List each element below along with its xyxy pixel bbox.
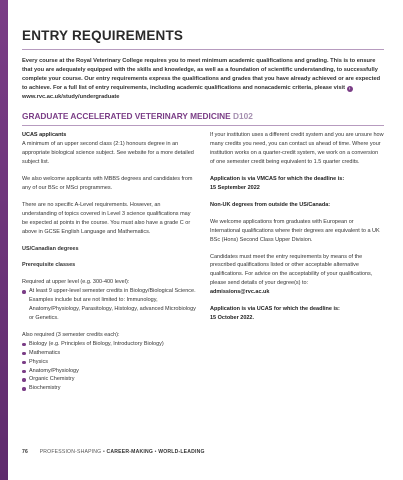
ucas-heading: UCAS applicants xyxy=(22,132,67,139)
ucas-deadline-label: Application is via UCAS for which the deadline is: xyxy=(210,306,340,313)
tagline-part-1: PROFESSION-SHAPING xyxy=(39,449,102,455)
section-heading-text: GRADUATE ACCELERATED VETERINARY MEDICINE xyxy=(22,111,231,122)
tagline-separator: • xyxy=(101,449,107,455)
list-item: Organic Chemistry xyxy=(22,375,196,384)
ucas-paragraph-3: There are no specific A-Level requirements. However, an understanding of topics covered in Level 3 science qualifications may be expected at points in the course. You must also have a grade C or above in GCSE English Language and Mathematics. xyxy=(22,201,191,235)
ucas-paragraph-2: We also welcome applicants with MBBS degrees and candidates from any of our BSc or MSci programmes. xyxy=(22,176,193,191)
list-item: Physics xyxy=(22,358,196,367)
ucas-block xyxy=(22,131,196,167)
list-item: Biochemistry xyxy=(22,384,196,393)
us-canadian-heading: US/Canadian degrees xyxy=(22,245,79,252)
vmcas-deadline-date: 15 September 2022 xyxy=(210,185,260,191)
non-uk-heading: Non-UK degrees from outside the US/Canada: xyxy=(210,201,331,208)
section-heading xyxy=(22,111,384,121)
page-number: 76 xyxy=(22,449,29,455)
arrow-right-icon: › xyxy=(347,86,353,92)
list-item: Mathematics xyxy=(22,349,196,358)
list-item: At least 9 upper-level semester credits in Biology/Biological Science. Examples include but are not limited to: Immunology, Anatomy/Physiology, Parasitology, Histology, advanced Microbiology or Genetics. xyxy=(22,287,196,323)
vmcas-deadline-label: Application is via VMCAS for which the deadline is: xyxy=(210,176,345,183)
tagline-part-3: WORLD-LEADING xyxy=(158,449,205,455)
tagline-separator: • xyxy=(153,449,159,455)
also-required-intro: Also required (3 semester credits each): xyxy=(22,331,120,338)
international-paragraph: We welcome applications from graduates with European or International qualifications where their degrees are equivalent to a UK BSc (Hons) Second Class Upper Division. xyxy=(210,218,380,243)
section-divider xyxy=(22,125,384,126)
ucas-deadline xyxy=(210,305,384,323)
right-column xyxy=(210,131,384,401)
page-title: ENTRY REQUIREMENTS xyxy=(22,28,184,43)
ucas-deadline-date: 15 October 2022. xyxy=(210,314,255,321)
intro-link[interactable]: www.rvc.ac.uk/study/undergraduate xyxy=(22,94,120,101)
left-column xyxy=(22,131,196,401)
also-required-list xyxy=(22,340,196,393)
list-item: Anatomy/Physiology xyxy=(22,367,196,376)
ucas-paragraph-1: A minimum of an upper second class (2:1) honours degree in an appropriate biological science subject. See website for a more detailed subject list. xyxy=(22,141,194,166)
intro-paragraph xyxy=(22,57,384,102)
title-divider xyxy=(22,49,384,50)
vmcas-deadline xyxy=(210,175,384,193)
list-item: Biology (e.g. Principles of Biology, Introductory Biology) xyxy=(22,340,196,349)
intro-text: Every course at the Royal Veterinary College requires you to meet minimum academic qualifications and grading. This is to ensure that you are adequately equipped with the skills and knowledge, as well as a foundation of scientific understanding, to successfully complete your course. Our entry requirements express the qualifications and grades that you have already achieved or are expected to achieve. For a full list of entry requirements, including academic qualifications and nonacademic criteria, please visit xyxy=(22,58,381,92)
tagline-part-2: CAREER-MAKING xyxy=(106,449,154,455)
admissions-email[interactable]: admissions@rvc.ac.uk xyxy=(210,289,270,296)
course-code: D102 xyxy=(232,111,253,122)
qualifications-paragraph xyxy=(210,253,384,298)
credit-system-paragraph: If your institution uses a different credit system and you are unsure how many credits you need, you can contact us ahead of time. Where your institution works on a quarter-credit system, we work on a conversion of one semester credit being equivalent to 1.5 quarter credits. xyxy=(210,132,384,166)
left-color-band xyxy=(0,0,8,480)
prerequisite-intro: Required at upper level (e.g. 300-400 level): xyxy=(22,279,130,286)
page-footer xyxy=(22,449,205,455)
prerequisite-list xyxy=(22,287,196,323)
qualifications-text: Candidates must meet the entry requirements by means of the prescribed qualifications listed or other acceptable alternative qualifications. For advice on the acceptability of your qualifications, please send details of your degree(s) to: xyxy=(210,253,373,287)
page-content xyxy=(22,28,384,401)
two-column-body xyxy=(22,131,384,401)
prerequisite-heading: Prerequisite classes xyxy=(22,262,76,269)
